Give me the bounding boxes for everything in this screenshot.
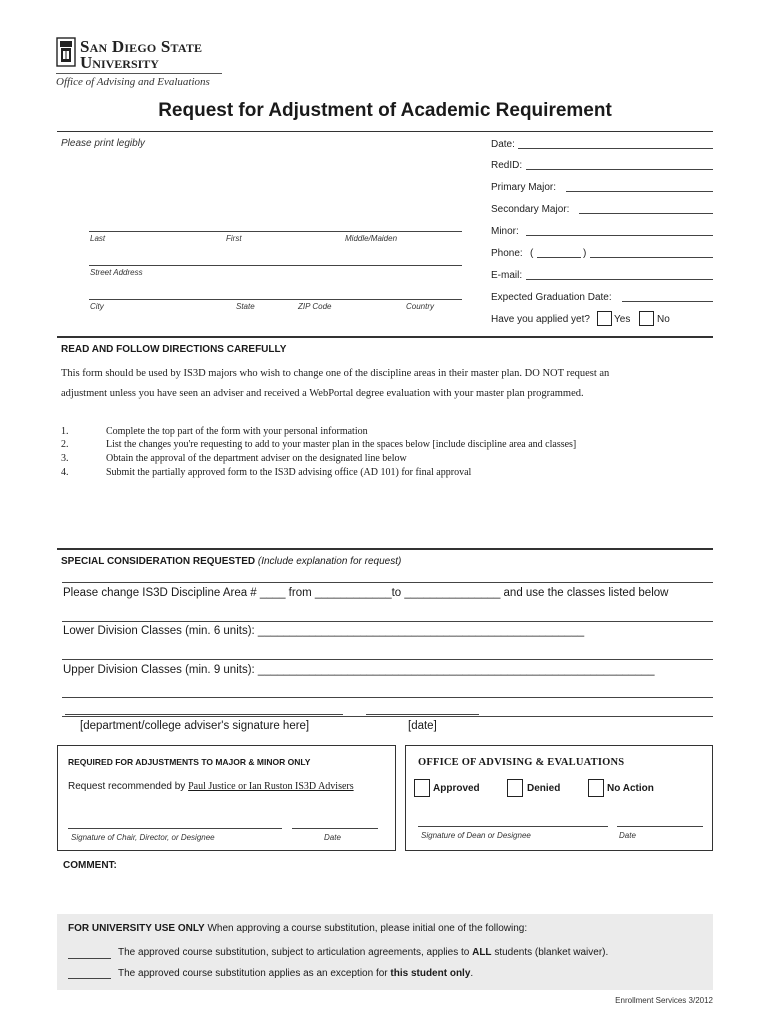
denied-label: Denied	[527, 783, 561, 794]
comment-label: COMMENT:	[63, 860, 117, 871]
change-request-line[interactable]: Please change IS3D Discipline Area # ____ from ____________to _______________ and use the classes listed below	[63, 587, 669, 599]
adviser-signature-field[interactable]	[65, 714, 343, 715]
university-name-line2: University	[80, 53, 159, 72]
adviser-date-field[interactable]	[366, 714, 479, 715]
adviser-signature-label: [department/college adviser's signature here]	[80, 720, 310, 732]
date-field[interactable]	[518, 148, 713, 149]
step-text: Obtain the approval of the department adviser on the designated line below	[106, 453, 407, 464]
footer-text: Enrollment Services 3/2012	[615, 996, 713, 1005]
exception-line	[118, 968, 473, 979]
state-label: State	[236, 302, 255, 311]
secondary-major-label: Secondary Major:	[491, 204, 570, 215]
university-use-header	[68, 923, 527, 934]
grad-date-field[interactable]	[622, 301, 713, 302]
city-state-field[interactable]	[89, 299, 462, 300]
approved-label: Approved	[433, 783, 480, 794]
directions-rule	[57, 336, 713, 338]
exception-text-post: .	[470, 968, 474, 979]
blanket-waiver-text-post: students (blanket waiver).	[491, 947, 609, 958]
exception-text-bold: this student only	[390, 968, 471, 979]
first-name-label: First	[226, 234, 242, 243]
blanket-waiver-initial-field[interactable]	[68, 958, 111, 959]
office-heading: OFFICE OF ADVISING & EVALUATIONS	[418, 757, 625, 768]
phone-area-field[interactable]	[537, 257, 581, 258]
zip-label: ZIP Code	[298, 302, 332, 311]
explanation-line[interactable]	[62, 716, 713, 717]
page-title: Request for Adjustment of Academic Requirement	[158, 100, 612, 121]
minor-field[interactable]	[526, 235, 713, 236]
office-box	[405, 745, 713, 851]
university-use-box	[57, 914, 713, 990]
title-rule	[57, 131, 713, 132]
adviser-date-label: [date]	[408, 720, 437, 732]
university-seal-icon	[56, 36, 76, 68]
step-number: 1.	[61, 426, 69, 437]
explanation-line[interactable]	[62, 697, 713, 698]
chair-signature-field[interactable]	[68, 828, 282, 829]
phone-paren-close: )	[583, 248, 587, 259]
phone-paren-open: (	[530, 248, 534, 259]
applied-no-checkbox[interactable]	[639, 311, 654, 326]
dean-signature-field[interactable]	[418, 826, 608, 827]
explanation-line[interactable]	[62, 659, 713, 660]
applied-label: Have you applied yet?	[491, 314, 590, 325]
dean-date-field[interactable]	[617, 826, 703, 827]
exception-text-pre: The approved course substitution applies as an exception for	[118, 968, 391, 979]
applied-yes-checkbox[interactable]	[597, 311, 612, 326]
dean-date-label: Date	[619, 831, 636, 840]
no-action-label: No Action	[607, 783, 654, 794]
phone-number-field[interactable]	[590, 257, 713, 258]
university-use-heading: FOR UNIVERSITY USE ONLY	[68, 923, 205, 934]
office-name: Office of Advising and Evaluations	[56, 76, 210, 88]
minor-label: Minor:	[491, 226, 519, 237]
lower-division-line[interactable]: Lower Division Classes (min. 6 units): ___________________________________________________	[63, 625, 585, 637]
blanket-waiver-text-pre: The approved course substitution, subject to articulation agreements, applies to	[118, 947, 473, 958]
approved-checkbox[interactable]	[414, 779, 430, 797]
city-label: City	[90, 302, 104, 311]
special-heading-text: SPECIAL CONSIDERATION REQUESTED	[61, 556, 256, 567]
street-address-label: Street Address	[90, 268, 143, 277]
directions-heading: READ AND FOLLOW DIRECTIONS CAREFULLY	[61, 344, 287, 355]
grad-date-label: Expected Graduation Date:	[491, 292, 612, 303]
explanation-line[interactable]	[62, 621, 713, 622]
redid-field[interactable]	[526, 169, 713, 170]
denied-checkbox[interactable]	[507, 779, 523, 797]
exception-initial-field[interactable]	[68, 978, 111, 979]
special-heading-note: (Include explanation for request)	[257, 556, 402, 567]
step-text: Submit the partially approved form to the IS3D advising office (AD 101) for final approval	[106, 467, 472, 478]
blanket-waiver-text-bold: ALL	[472, 947, 492, 958]
print-note: Please print legibly	[61, 138, 145, 149]
name-field[interactable]	[89, 231, 462, 232]
email-label: E-mail:	[491, 270, 523, 281]
date-label: Date:	[491, 139, 515, 150]
step-text: Complete the top part of the form with your personal information	[106, 426, 368, 437]
applied-no-label: No	[657, 314, 670, 325]
explanation-line[interactable]	[62, 582, 713, 583]
secondary-major-field[interactable]	[579, 213, 713, 214]
recommended-prefix: Request recommended by	[68, 781, 189, 792]
last-name-label: Last	[90, 234, 106, 243]
upper-division-line[interactable]: Upper Division Classes (min. 9 units): ______________________________________________________________	[63, 664, 655, 676]
blanket-waiver-line	[118, 947, 608, 958]
header-rule	[56, 73, 222, 74]
comment-area[interactable]	[62, 876, 713, 912]
dean-signature-label: Signature of Dean or Designee	[421, 831, 531, 840]
university-use-intro: When approving a course substitution, please initial one of the following:	[204, 923, 528, 934]
step-number: 4.	[61, 467, 69, 478]
step-number: 3.	[61, 453, 69, 464]
recommended-advisers: Paul Justice or Ian Ruston IS3D Advisers	[188, 781, 354, 792]
special-rule	[57, 548, 713, 550]
step-text: List the changes you're requesting to add to your master plan in the spaces below [include discipline area and classes]	[106, 439, 577, 450]
sdsu-logo	[56, 36, 226, 94]
phone-label: Phone:	[491, 248, 523, 259]
chair-signature-label: Signature of Chair, Director, or Designee	[71, 833, 215, 842]
chair-date-label: Date	[324, 833, 341, 842]
primary-major-field[interactable]	[566, 191, 713, 192]
applied-yes-label: Yes	[614, 314, 631, 325]
redid-label: RedID:	[491, 160, 523, 171]
required-heading: REQUIRED FOR ADJUSTMENTS TO MAJOR & MINOR ONLY	[68, 757, 311, 767]
chair-date-field[interactable]	[292, 828, 378, 829]
no-action-checkbox[interactable]	[588, 779, 604, 797]
country-label: Country	[406, 302, 435, 311]
university-name-line1: San Diego State	[80, 37, 203, 56]
email-field[interactable]	[526, 279, 713, 280]
directions-intro-line2: adjustment unless you have seen an adviser and received a WebPortal degree evaluation with your master plan programmed.	[61, 388, 584, 399]
street-address-field[interactable]	[89, 265, 462, 266]
middle-name-label: Middle/Maiden	[345, 234, 398, 243]
required-box	[57, 745, 396, 851]
primary-major-label: Primary Major:	[491, 182, 557, 193]
directions-intro-line1: This form should be used by IS3D majors who wish to change one of the discipline areas in their master plan. DO NOT request an	[61, 368, 610, 379]
step-number: 2.	[61, 439, 69, 450]
recommended-line	[68, 781, 354, 792]
special-heading	[61, 556, 401, 567]
